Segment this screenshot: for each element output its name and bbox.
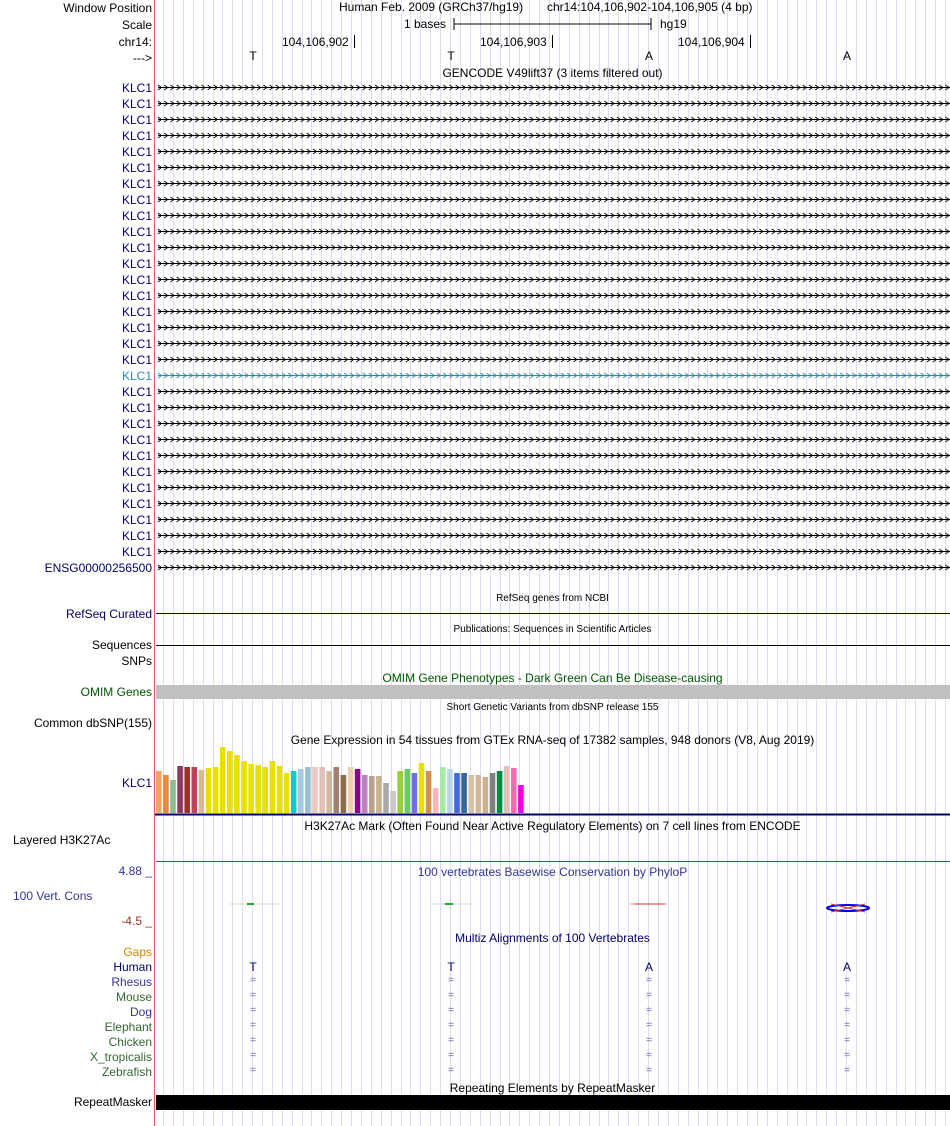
gene-transcript[interactable] [158,85,950,90]
pubs-track-label[interactable]: Sequences [91,638,152,652]
aligned-base-mark: = [250,1065,256,1076]
window-position-value[interactable]: chr14:104,106,902-104,106,905 (4 bp) [547,0,753,14]
rmsk-element-bar[interactable] [156,1095,950,1110]
gene-label[interactable]: KLC1 [121,113,152,127]
species-label[interactable]: Dog [129,1005,152,1019]
aligned-base-mark: = [646,1020,652,1031]
gene-transcript[interactable] [158,197,950,202]
tick-mark [552,35,553,48]
aligned-base-mark: = [448,975,454,986]
gene-transcript[interactable] [158,437,950,442]
gene-label[interactable]: KLC1 [121,417,152,431]
gtex-tissue-bar[interactable] [454,773,460,813]
gene-transcript[interactable] [158,133,950,138]
tick-mark [750,35,751,48]
gtex-tissue-bar[interactable] [305,767,311,813]
gene-label[interactable]: ENSG00000256500 [44,561,152,575]
gtex-tissue-bar[interactable] [476,775,482,813]
gene-transcript[interactable] [158,213,950,218]
gtex-tissue-bar[interactable] [277,766,283,813]
gtex-tissue-bar[interactable] [383,783,389,813]
scale-text: 1 bases [404,17,447,31]
label-column-divider [154,0,155,1126]
gene-transcript[interactable] [158,181,950,186]
aligned-base-mark: = [646,975,652,986]
gtex-tissue-bar[interactable] [419,763,425,813]
gtex-tissue-bar[interactable] [192,767,198,813]
gene-transcript[interactable] [158,485,950,490]
gencode-track-title[interactable]: GENCODE V49lift37 (3 items filtered out) [442,66,663,80]
gene-label[interactable]: KLC1 [121,545,152,559]
gtex-tissue-bar[interactable] [426,771,432,813]
pubs-track-title[interactable]: Publications: Sequences in Scientific Articles [453,624,652,635]
gtex-tissue-bar[interactable] [270,761,276,813]
gene-label[interactable]: KLC1 [121,337,152,351]
gtex-tissue-bar[interactable] [412,773,418,813]
phylop-max-label: 4.88 _ [118,864,152,878]
gene-transcript[interactable] [158,405,950,410]
gtex-track-label[interactable]: KLC1 [121,776,152,790]
base-letter: T [447,49,455,63]
aligned-base-mark: = [448,1005,454,1016]
human-base: T [249,960,257,974]
gtex-tissue-bar[interactable] [255,765,261,813]
gene-transcript[interactable] [158,261,950,266]
gtex-tissue-bar[interactable] [341,775,347,813]
gene-label[interactable]: KLC1 [121,449,152,463]
gtex-tissue-bar[interactable] [468,775,474,813]
refseq-track-label[interactable]: RefSeq Curated [65,607,152,621]
gene-label[interactable]: KLC1 [121,81,152,95]
gene-transcript[interactable] [158,421,950,426]
aligned-base-mark: = [844,1035,850,1046]
aligned-base-mark: = [646,1005,652,1016]
phylop-track-title[interactable]: 100 vertebrates Basewise Conservation by PhyloP [417,865,688,879]
gtex-tissue-bar[interactable] [334,767,340,813]
gene-label[interactable]: KLC1 [121,257,152,271]
gene-label[interactable]: KLC1 [121,497,152,511]
assembly-name: Human Feb. 2009 (GRCh37/hg19) [339,0,524,14]
species-label[interactable]: Mouse [115,990,152,1004]
h3k27ac-track-title[interactable]: H3K27Ac Mark (Often Found Near Active Regulatory Elements) on 7 cell lines from ENCODE [304,819,801,833]
gtex-tissue-bar[interactable] [184,767,190,813]
human-base: A [842,960,851,974]
gtex-tissue-bar[interactable] [497,771,503,813]
aligned-base-mark: = [844,1005,850,1016]
gtex-tissue-bar[interactable] [170,780,176,813]
scale-label: Scale [121,18,152,32]
multiz-track-title[interactable]: Multiz Alignments of 100 Vertebrates [455,931,650,945]
gene-transcript[interactable] [158,293,950,298]
gene-label[interactable]: KLC1 [121,481,152,495]
gtex-tissue-bar[interactable] [405,769,411,813]
phylop-min-label: -4.5 _ [121,914,152,928]
gtex-track-title[interactable]: Gene Expression in 54 tissues from GTEx RNA-seq of 17382 samples, 948 donors (V8, Aug 2019) [290,733,815,747]
gene-transcript[interactable] [158,245,950,250]
gtex-tissue-bar[interactable] [390,791,396,813]
tick-label: 104,106,903 [480,35,547,49]
gene-transcript[interactable] [158,101,950,106]
gene-label[interactable]: KLC1 [121,273,152,287]
base-letter: T [249,49,257,63]
gene-transcript[interactable] [158,309,950,314]
gtex-tissue-bar[interactable] [291,771,297,813]
species-label[interactable]: X_tropicalis [89,1050,152,1064]
gtex-tissue-bar[interactable] [511,768,517,813]
rmsk-track-label[interactable]: RepeatMasker [73,1095,152,1109]
gene-label[interactable]: KLC1 [121,465,152,479]
gene-label[interactable]: KLC1 [121,97,152,111]
aligned-base-mark: = [448,1065,454,1076]
strand-label: ---> [133,51,152,65]
window-position-label: Window Position [63,1,152,15]
rmsk-track-title[interactable]: Repeating Elements by RepeatMasker [449,1081,656,1095]
gene-label[interactable]: KLC1 [121,529,152,543]
gene-label[interactable]: KLC1 [121,177,152,191]
gtex-tissue-bar[interactable] [518,785,524,813]
tick-label: 104,106,902 [282,35,349,49]
gtex-bar-chart[interactable] [155,745,950,817]
aligned-base-mark: = [448,1020,454,1031]
gtex-tissue-bar[interactable] [234,755,240,813]
omim-track-title[interactable]: OMIM Gene Phenotypes - Dark Green Can Be Disease-causing [382,671,723,685]
aligned-base-mark: = [250,990,256,1001]
aligned-base-mark: = [250,1020,256,1031]
gene-label[interactable]: KLC1 [121,513,152,527]
aligned-base-mark: = [844,1065,850,1076]
gene-transcript[interactable] [158,341,950,346]
gtex-tissue-bar[interactable] [447,769,453,813]
chrom-label: chr14: [118,35,152,49]
phylop-track-label[interactable]: 100 Vert. Cons [13,889,93,903]
gene-label[interactable]: KLC1 [121,241,152,255]
gene-transcript[interactable] [158,533,950,538]
gtex-tissue-bar[interactable] [504,766,510,813]
aligned-base-mark: = [844,1020,850,1031]
gtex-tissue-bar[interactable] [369,776,375,813]
aligned-base-mark: = [646,1035,652,1046]
gene-transcript[interactable] [158,277,950,282]
tick-mark [354,35,355,48]
gene-label[interactable]: KLC1 [121,321,152,335]
human-base: A [644,960,653,974]
aligned-base-mark: = [250,1005,256,1016]
gtex-tissue-bar[interactable] [298,769,304,813]
gtex-tissue-bar[interactable] [220,747,226,813]
multiz-gaps-label[interactable]: Gaps [123,945,152,959]
dbsnp-track-title[interactable]: Short Genetic Variants from dbSNP release 155 [446,702,659,713]
gene-label[interactable]: KLC1 [121,305,152,319]
gtex-tissue-bar[interactable] [206,768,212,813]
gtex-tissue-bar[interactable] [248,764,254,813]
gtex-tissue-bar[interactable] [348,767,354,813]
aligned-base-mark: = [448,1050,454,1061]
gene-label[interactable]: KLC1 [121,161,152,175]
h3k27ac-track-label[interactable]: Layered H3K27Ac [13,833,111,847]
gene-label[interactable]: KLC1 [121,385,152,399]
gtex-tissue-bar[interactable] [156,771,162,813]
gene-transcript[interactable] [158,373,950,378]
gtex-tissue-bar[interactable] [461,773,467,813]
gene-transcript[interactable] [158,229,950,234]
gtex-tissue-bar[interactable] [362,775,368,813]
gene-transcript[interactable] [158,501,950,506]
human-base: T [447,960,455,974]
species-label[interactable]: Zebrafish [101,1065,152,1079]
gtex-tissue-bar[interactable] [177,766,183,813]
aligned-base-mark: = [646,1050,652,1061]
gene-label[interactable]: KLC1 [121,401,152,415]
base-letter: A [644,49,653,63]
omim-track-label[interactable]: OMIM Genes [80,685,152,699]
aligned-base-mark: = [646,990,652,1001]
gtex-tissue-bar[interactable] [397,771,403,813]
gene-label[interactable]: KLC1 [121,225,152,239]
dbsnp-track-label[interactable]: Common dbSNP(155) [33,716,152,730]
gene-transcript[interactable] [158,117,950,122]
aligned-base-mark: = [844,1050,850,1061]
aligned-base-mark: = [448,1035,454,1046]
species-label[interactable]: Elephant [104,1020,152,1034]
gtex-tissue-bar[interactable] [284,773,290,813]
gene-transcript[interactable] [158,517,950,522]
gene-label[interactable]: KLC1 [121,193,152,207]
gtex-tissue-bar[interactable] [199,770,205,813]
gene-label[interactable]: KLC1 [121,353,152,367]
gtex-tissue-bar[interactable] [163,775,169,813]
gtex-tissue-bar[interactable] [490,773,496,813]
aligned-base-mark: = [250,975,256,986]
aligned-base-mark: = [646,1065,652,1076]
scale-bar [454,18,654,32]
gene-label[interactable]: KLC1 [121,433,152,447]
gene-label[interactable]: KLC1 [121,289,152,303]
tick-label: 104,106,904 [678,35,745,49]
gene-transcript[interactable] [158,549,950,554]
gtex-tissue-bar[interactable] [433,788,439,813]
gtex-tissue-bar[interactable] [376,776,382,813]
gtex-tissue-bar[interactable] [227,751,233,813]
gtex-tissue-bar[interactable] [326,771,332,813]
gene-transcript[interactable] [158,565,950,570]
gene-label[interactable]: KLC1 [121,145,152,159]
species-label[interactable]: Human [113,960,152,974]
gtex-tissue-bar[interactable] [241,761,247,813]
gene-transcript[interactable] [158,357,950,362]
aligned-base-mark: = [844,990,850,1001]
gene-transcript[interactable] [158,149,950,154]
gene-label[interactable]: KLC1 [121,129,152,143]
gene-label[interactable]: KLC1 [121,209,152,223]
aligned-base-mark: = [250,1035,256,1046]
pubs-line [156,645,950,646]
gene-transcript[interactable] [158,325,950,330]
base-letter: A [842,49,851,63]
gene-transcript[interactable] [158,453,950,458]
species-label[interactable]: Chicken [108,1035,152,1049]
refseq-line [156,613,950,614]
omim-gene-bar[interactable] [156,685,950,699]
gtex-tissue-bar[interactable] [355,769,361,813]
gene-transcript[interactable] [158,165,950,170]
gtex-tissue-bar[interactable] [440,767,446,813]
gene-label[interactable]: KLC1 [121,369,152,383]
gene-transcript[interactable] [158,389,950,394]
aligned-base-mark: = [844,975,850,986]
gtex-tissue-bar[interactable] [213,767,219,813]
h3k27ac-baseline [156,861,950,862]
phylop-signal [155,895,950,920]
pubs-track-label-snps[interactable]: SNPs [121,654,152,668]
gtex-tissue-bar[interactable] [483,777,489,813]
species-label[interactable]: Rhesus [111,975,152,989]
aligned-base-mark: = [250,1050,256,1061]
gtex-tissue-bar[interactable] [319,767,325,813]
gene-transcript[interactable] [158,469,950,474]
gtex-tissue-bar[interactable] [263,767,269,813]
refseq-track-title[interactable]: RefSeq genes from NCBI [496,593,609,604]
gtex-tissue-bar[interactable] [312,767,318,813]
db-name: hg19 [660,17,687,31]
aligned-base-mark: = [448,990,454,1001]
